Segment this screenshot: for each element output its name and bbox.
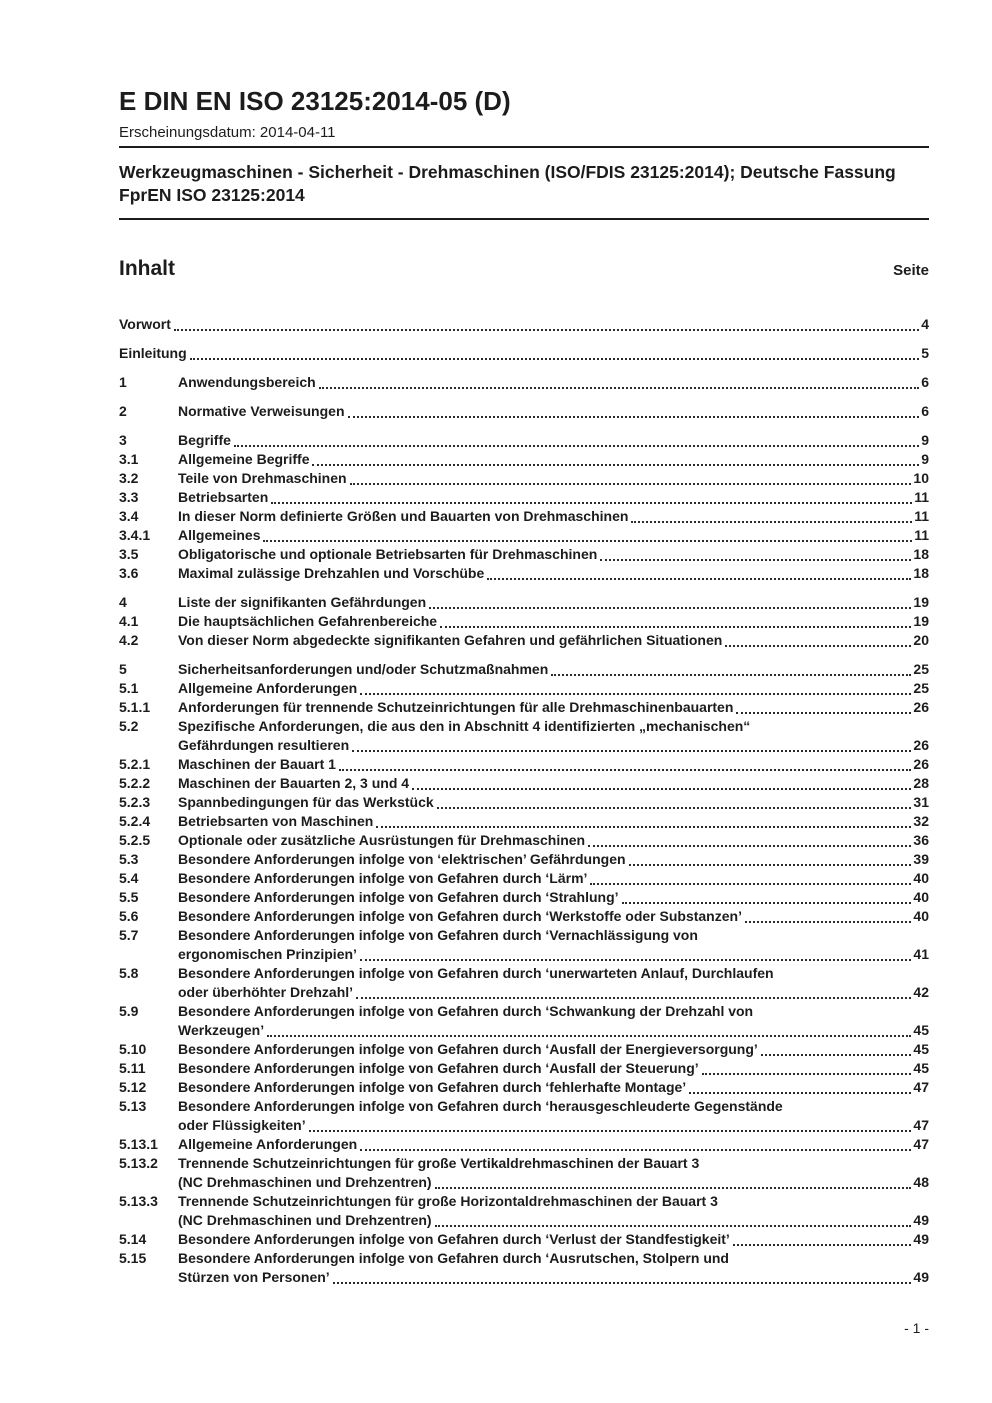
- toc-entry-body: [178, 1249, 929, 1287]
- toc-entry-title: Besondere Anforderungen infolge von Gefahren durch ‘Ausfall der Steuerung’: [178, 1060, 699, 1077]
- toc-entry-page: 47: [913, 1136, 929, 1153]
- toc-entry-line: Besondere Anforderungen infolge von Gefahren durch ‘herausgeschleuderte Gegenstände: [178, 1098, 783, 1115]
- toc-entry-number: 5.13.1: [119, 1136, 158, 1153]
- toc-entry-body: [178, 545, 929, 564]
- toc-entry-title: Besondere Anforderungen infolge von Gefahren durch ‘Werkstoffe oder Substanzen’: [178, 908, 742, 925]
- toc-entry-lastline: [178, 469, 929, 488]
- toc-entry-page: 48: [913, 1174, 929, 1191]
- toc-entry-page: 45: [913, 1022, 929, 1039]
- toc-entry-page: 26: [913, 756, 929, 773]
- toc-entry-page: 18: [913, 565, 929, 582]
- toc-entry-title: Optionale oder zusätzliche Ausrüstungen für Drehmaschinen: [178, 832, 586, 849]
- toc-entry-page: 47: [913, 1079, 929, 1096]
- toc-entry-body: [178, 564, 929, 583]
- toc-page-column-label: Seite: [893, 262, 929, 280]
- toc-entry[interactable]: [119, 1192, 929, 1230]
- toc-entry-lastline: [178, 488, 929, 507]
- toc-entry-page: 36: [913, 832, 929, 849]
- release-date: Erscheinungsdatum: 2014-04-11: [119, 124, 336, 141]
- toc-entry-number: 5.13.3: [119, 1193, 158, 1210]
- toc-entry-number: 5.12: [119, 1079, 147, 1096]
- doc-number: E DIN EN ISO 23125:2014-05 (D): [119, 86, 511, 116]
- toc-entry-number: 5.10: [119, 1041, 147, 1058]
- dotted-leader: [725, 645, 911, 647]
- toc-entry-number: 5.2.1: [119, 756, 151, 773]
- toc-entry-page: 40: [913, 908, 929, 925]
- toc-entry-number: 5.2.5: [119, 832, 151, 849]
- toc-entry-page: 39: [913, 851, 929, 868]
- toc-entry-title: oder Flüssigkeiten’: [178, 1117, 306, 1134]
- toc-entry-page: 40: [913, 889, 929, 906]
- dotted-leader: [350, 483, 912, 485]
- toc-entry[interactable]: [119, 488, 929, 507]
- toc-entry-lastline: [178, 1135, 929, 1154]
- toc-entry-body: [178, 469, 929, 488]
- dotted-leader: [234, 445, 919, 447]
- toc-entry-number: 5.2: [119, 718, 139, 735]
- toc-entry-number: 3.3: [119, 489, 139, 506]
- toc-entry-body: [178, 1154, 929, 1192]
- dotted-leader: [190, 358, 920, 360]
- toc-entry[interactable]: [119, 631, 929, 650]
- dotted-leader: [309, 1130, 912, 1132]
- toc-entry[interactable]: [119, 545, 929, 564]
- toc-entry-body: [178, 831, 929, 850]
- toc-entry-lastline: [178, 831, 929, 850]
- toc-entry-lastline: [178, 373, 929, 392]
- toc-entry-title: Normative Verweisungen: [178, 403, 345, 420]
- toc-entry-page: 31: [913, 794, 929, 811]
- toc-entry-number: 4: [119, 594, 127, 611]
- toc-entry-lastline: [178, 1230, 929, 1249]
- toc-entry-body: [178, 373, 929, 392]
- toc-entry-lastline: [178, 907, 929, 926]
- toc-entry-lastline: [119, 344, 929, 363]
- toc-heading: Inhalt: [119, 257, 175, 281]
- title-divider-line: [119, 218, 929, 220]
- dotted-leader: [339, 769, 911, 771]
- toc-entry-number: 5.2.2: [119, 775, 151, 792]
- toc-entry-number: 5.3: [119, 851, 139, 868]
- toc-entry-page: 18: [913, 546, 929, 563]
- toc-entry-title: Allgemeine Anforderungen: [178, 1136, 358, 1153]
- dotted-leader: [631, 521, 912, 523]
- toc-entry-lastline: [178, 526, 929, 545]
- toc-entry[interactable]: [119, 526, 929, 545]
- header-divider-line: [119, 146, 929, 148]
- toc-entry-title: Liste der signifikanten Gefährdungen: [178, 594, 427, 611]
- toc-entry-lastline: [178, 545, 929, 564]
- toc-entry-line: Spezifische Anforderungen, die aus den in Abschnitt 4 identifizierten „mechanischen“: [178, 718, 751, 735]
- toc-entry-number: 5.13: [119, 1098, 147, 1115]
- toc-entry-lastline: [178, 983, 929, 1002]
- toc-entry-body: [178, 698, 929, 717]
- dotted-leader: [267, 1035, 911, 1037]
- toc-entry-number: 5.15: [119, 1250, 147, 1267]
- toc-entry-lastline: [178, 402, 929, 421]
- toc-entry[interactable]: [119, 431, 929, 450]
- toc-entry-body: [178, 1078, 929, 1097]
- toc-entry[interactable]: [119, 964, 929, 1002]
- toc-entry-number: 3.2: [119, 470, 139, 487]
- toc-entry[interactable]: [119, 888, 929, 907]
- toc-entry[interactable]: [119, 755, 929, 774]
- toc-entry-page: 11: [914, 489, 929, 506]
- toc-entry-title: Stürzen von Personen’: [178, 1269, 330, 1286]
- toc-entry-number: 5: [119, 661, 127, 678]
- toc-entry[interactable]: [119, 344, 929, 363]
- dotted-leader: [440, 626, 911, 628]
- toc-entry-body: [178, 1135, 929, 1154]
- toc-entry-body: [178, 1059, 929, 1078]
- toc-entry-title: Anwendungsbereich: [178, 374, 316, 391]
- dotted-leader: [348, 416, 920, 418]
- toc-entry-line: Besondere Anforderungen infolge von Gefahren durch ‘Schwankung der Drehzahl von: [178, 1003, 754, 1020]
- toc-entry-body: [178, 774, 929, 793]
- toc-entry-title: Werkzeugen’: [178, 1022, 265, 1039]
- toc-entry-page: 28: [913, 775, 929, 792]
- toc-entry-title: Begriffe: [178, 432, 231, 449]
- toc-entry-page: 20: [913, 632, 929, 649]
- dotted-leader: [733, 1244, 912, 1246]
- toc-entry[interactable]: [119, 593, 929, 612]
- toc-entry-title: Anforderungen für trennende Schutzeinrichtungen für alle Drehmaschinenbauarten: [178, 699, 734, 716]
- toc-entry-title: Teile von Drehmaschinen: [178, 470, 347, 487]
- toc-entry-number: 3.4.1: [119, 527, 151, 544]
- toc-entry-body: [178, 526, 929, 545]
- toc-entry[interactable]: [119, 907, 929, 926]
- toc-entry-lastline: [178, 1268, 929, 1287]
- toc-entry-line: Trennende Schutzeinrichtungen für große Horizontaldrehmaschinen der Bauart 3: [178, 1193, 718, 1210]
- toc-entry-body: [178, 612, 929, 631]
- toc-entry-lastline: [178, 1078, 929, 1097]
- dotted-leader: [319, 387, 920, 389]
- toc-entry[interactable]: [119, 774, 929, 793]
- toc-entry-line: Besondere Anforderungen infolge von Gefahren durch ‘Vernachlässigung von: [178, 927, 698, 944]
- toc-entry-title: Besondere Anforderungen infolge von Gefahren durch ‘Ausfall der Energieversorgung’: [178, 1041, 758, 1058]
- toc-entry-title: (NC Drehmaschinen und Drehzentren): [178, 1212, 432, 1229]
- dotted-leader: [435, 1187, 912, 1189]
- toc-entry-lastline: [178, 631, 929, 650]
- dotted-leader: [356, 997, 911, 999]
- toc-entry-page: 49: [913, 1269, 929, 1286]
- toc-entry-page: 9: [921, 451, 929, 468]
- toc-entry-body: [178, 631, 929, 650]
- toc-entry-number: 5.13.2: [119, 1155, 158, 1172]
- dotted-leader: [622, 902, 912, 904]
- dotted-leader: [745, 921, 911, 923]
- toc-entry-number: 5.5: [119, 889, 139, 906]
- toc-entry-number: 3.5: [119, 546, 139, 563]
- toc-entry-lastline: [178, 564, 929, 583]
- toc-entry-number: 2: [119, 403, 127, 420]
- toc-entry-number: 3.1: [119, 451, 139, 468]
- toc-entry[interactable]: [119, 679, 929, 698]
- toc-entry[interactable]: [119, 1249, 929, 1287]
- toc-entry-page: 9: [921, 432, 929, 449]
- toc-entry-page: 6: [921, 374, 929, 391]
- dotted-leader: [352, 750, 911, 752]
- toc-entry-body: [178, 964, 929, 1002]
- toc-entry-page: 6: [921, 403, 929, 420]
- toc-entry[interactable]: [119, 1135, 929, 1154]
- toc-entry-page: 19: [913, 594, 929, 611]
- toc-entry[interactable]: [119, 812, 929, 831]
- toc-entry-page: 5: [921, 345, 929, 362]
- toc-entry-number: 5.1: [119, 680, 139, 697]
- dotted-leader: [412, 788, 911, 790]
- toc-entry-title: Die hauptsächlichen Gefahrenbereiche: [178, 613, 438, 630]
- toc-entry[interactable]: [119, 793, 929, 812]
- toc-entry-body: [178, 1040, 929, 1059]
- dotted-leader: [429, 607, 911, 609]
- toc-entry-lastline: [178, 755, 929, 774]
- toc-entry-number: 5.1.1: [119, 699, 151, 716]
- toc-entry-page: 19: [913, 613, 929, 630]
- toc-entry-lastline: [178, 679, 929, 698]
- toc-entry-body: [178, 850, 929, 869]
- dotted-leader: [689, 1092, 911, 1094]
- toc-entry-title: (NC Drehmaschinen und Drehzentren): [178, 1174, 432, 1191]
- dotted-leader: [761, 1054, 912, 1056]
- toc-entry-number: 5.4: [119, 870, 139, 887]
- toc-entry-lastline: [119, 315, 929, 334]
- toc-entry[interactable]: [119, 717, 929, 755]
- toc-entry-page: 45: [913, 1041, 929, 1058]
- toc-entry-page: 11: [914, 527, 929, 544]
- toc-entry[interactable]: [119, 850, 929, 869]
- dotted-leader: [590, 883, 911, 885]
- toc-entry-line: Besondere Anforderungen infolge von Gefahren durch ‘Ausrutschen, Stolpern und: [178, 1250, 729, 1267]
- toc-entry-title: Allgemeine Begriffe: [178, 451, 310, 468]
- toc-entry-body: [178, 755, 929, 774]
- toc-entry-page: 11: [914, 508, 929, 525]
- toc-entry[interactable]: [119, 1097, 929, 1135]
- toc-entry-page: 10: [913, 470, 929, 487]
- toc-entry-title: Sicherheitsanforderungen und/oder Schutzmaßnahmen: [178, 661, 549, 678]
- toc-entry-title: Betriebsarten von Maschinen: [178, 813, 374, 830]
- toc-entry-body: [178, 593, 929, 612]
- toc-entry-number: 5.11: [119, 1060, 146, 1077]
- toc-entry-body: [178, 488, 929, 507]
- toc-entry[interactable]: [119, 1040, 929, 1059]
- toc-entry-title: Besondere Anforderungen infolge von Gefahren durch ‘Lärm’: [178, 870, 588, 887]
- toc-entry[interactable]: [119, 402, 929, 421]
- toc-entry-body: [178, 660, 929, 679]
- toc-entry-page: 45: [913, 1060, 929, 1077]
- toc-entry-body: [178, 431, 929, 450]
- toc-entry[interactable]: [119, 612, 929, 631]
- toc-entry-lastline: [178, 612, 929, 631]
- dotted-leader: [174, 329, 919, 331]
- toc-entry-number: 5.2.4: [119, 813, 151, 830]
- toc-entry-lastline: [178, 1116, 929, 1135]
- toc-entry-body: [178, 869, 929, 888]
- toc-list: [119, 315, 929, 1287]
- dotted-leader: [360, 1149, 911, 1151]
- dotted-leader: [376, 826, 911, 828]
- toc-entry-title: In dieser Norm definierte Größen und Bauarten von Drehmaschinen: [178, 508, 629, 525]
- toc-entry-body: [178, 1192, 929, 1230]
- toc-entry-title: Spannbedingungen für das Werkstück: [178, 794, 434, 811]
- dotted-leader: [736, 712, 911, 714]
- doc-title: Werkzeugmaschinen - Sicherheit - Drehmaschinen (ISO/FDIS 23125:2014); Deutsche Fassung FprEN ISO 23125:2014: [119, 162, 896, 206]
- toc-entry[interactable]: [119, 373, 929, 392]
- toc-entry-body: [178, 679, 929, 698]
- toc-entry[interactable]: [119, 869, 929, 888]
- toc-entry-number: 5.2.3: [119, 794, 151, 811]
- toc-entry-number: 5.9: [119, 1003, 139, 1020]
- toc-entry-body: [178, 717, 929, 755]
- toc-entry-lastline: [178, 774, 929, 793]
- toc-entry-body: [178, 507, 929, 526]
- toc-entry-lastline: [178, 1211, 929, 1230]
- toc-entry[interactable]: [119, 450, 929, 469]
- toc-entry[interactable]: [119, 1078, 929, 1097]
- toc-entry-title: Maschinen der Bauart 1: [178, 756, 336, 773]
- dotted-leader: [435, 1225, 912, 1227]
- toc-header: [119, 257, 929, 281]
- toc-entry[interactable]: [119, 926, 929, 964]
- toc-entry[interactable]: [119, 469, 929, 488]
- dotted-leader: [702, 1073, 912, 1075]
- toc-entry[interactable]: [119, 564, 929, 583]
- toc-entry-page: 32: [913, 813, 929, 830]
- toc-entry-body: [119, 315, 929, 334]
- toc-entry-number: 5.6: [119, 908, 139, 925]
- toc-entry-lastline: [178, 1021, 929, 1040]
- toc-entry-body: [178, 907, 929, 926]
- toc-entry-number: 3: [119, 432, 127, 449]
- toc-entry-number: 4.2: [119, 632, 139, 649]
- toc-entry-page: 49: [913, 1212, 929, 1229]
- toc-entry-line: Besondere Anforderungen infolge von Gefahren durch ‘unerwarteten Anlauf, Durchlaufen: [178, 965, 774, 982]
- toc-entry-number: 5.8: [119, 965, 139, 982]
- toc-entry-title: Besondere Anforderungen infolge von Gefahren durch ‘Verlust der Standfestigkeit’: [178, 1231, 730, 1248]
- dotted-leader: [629, 864, 912, 866]
- toc-entry-lastline: [178, 450, 929, 469]
- toc-entry-title: Gefährdungen resultieren: [178, 737, 350, 754]
- dotted-leader: [360, 693, 911, 695]
- toc-entry-title: Betriebsarten: [178, 489, 269, 506]
- dotted-leader: [271, 502, 912, 504]
- toc-entry-lastline: [178, 593, 929, 612]
- toc-entry-body: [178, 402, 929, 421]
- toc-entry-lastline: [178, 1040, 929, 1059]
- toc-entry[interactable]: [119, 315, 929, 334]
- toc-entry[interactable]: [119, 660, 929, 679]
- dotted-leader: [600, 559, 911, 561]
- toc-entry-title: Maximal zulässige Drehzahlen und Vorschübe: [178, 565, 485, 582]
- toc-entry-title: Maschinen der Bauarten 2, 3 und 4: [178, 775, 410, 792]
- toc-entry-lastline: [178, 660, 929, 679]
- toc-entry-title: Von dieser Norm abgedeckte signifikanten Gefahren und gefährlichen Situationen: [178, 632, 723, 649]
- toc-entry-body: [178, 1097, 929, 1135]
- toc-entry[interactable]: [119, 507, 929, 526]
- toc-entry-title: Allgemeines: [178, 527, 261, 544]
- dotted-leader: [263, 540, 912, 542]
- toc-entry-title: Vorwort: [119, 316, 171, 333]
- toc-entry-lastline: [178, 945, 929, 964]
- toc-entry-body: [119, 344, 929, 363]
- toc-entry-lastline: [178, 431, 929, 450]
- document-header: [119, 86, 929, 220]
- toc-entry-page: 26: [913, 737, 929, 754]
- toc-entry-page: 47: [913, 1117, 929, 1134]
- toc-entry-body: [178, 450, 929, 469]
- toc-entry-page: 49: [913, 1231, 929, 1248]
- toc-entry-number: 5.7: [119, 927, 139, 944]
- toc-entry-number: 5.14: [119, 1231, 147, 1248]
- toc-entry[interactable]: [119, 1059, 929, 1078]
- dotted-leader: [551, 674, 911, 676]
- toc-entry-page: 25: [913, 661, 929, 678]
- toc-entry-page: 42: [913, 984, 929, 1001]
- toc-entry-title: Allgemeine Anforderungen: [178, 680, 358, 697]
- toc-entry-lastline: [178, 850, 929, 869]
- toc-entry[interactable]: [119, 698, 929, 717]
- toc-entry-page: 40: [913, 870, 929, 887]
- toc-entry-body: [178, 926, 929, 964]
- toc-entry-body: [178, 1002, 929, 1040]
- toc-entry-body: [178, 812, 929, 831]
- toc-entry-lastline: [178, 1059, 929, 1078]
- dotted-leader: [437, 807, 912, 809]
- toc-entry-page: 41: [913, 946, 929, 963]
- toc-entry[interactable]: [119, 1154, 929, 1192]
- toc-entry-number: 4.1: [119, 613, 139, 630]
- toc-entry-lastline: [178, 793, 929, 812]
- toc-entry-body: [178, 1230, 929, 1249]
- dotted-leader: [487, 578, 911, 580]
- toc-entry-title: ergonomischen Prinzipien’: [178, 946, 357, 963]
- dotted-leader: [360, 959, 912, 961]
- toc-entry-number: 3.6: [119, 565, 139, 582]
- toc-entry-lastline: [178, 812, 929, 831]
- toc-entry-lastline: [178, 1173, 929, 1192]
- toc-entry-page: 25: [913, 680, 929, 697]
- toc-entry-title: Besondere Anforderungen infolge von ‘elektrischen’ Gefährdungen: [178, 851, 626, 868]
- toc-entry[interactable]: [119, 1230, 929, 1249]
- toc-entry-page: 4: [921, 316, 929, 333]
- toc-entry-lastline: [178, 869, 929, 888]
- dotted-leader: [312, 464, 919, 466]
- toc-entry-lastline: [178, 507, 929, 526]
- toc-entry[interactable]: [119, 1002, 929, 1040]
- toc-entry-lastline: [178, 736, 929, 755]
- toc-entry-title: Obligatorische und optionale Betriebsarten für Drehmaschinen: [178, 546, 598, 563]
- toc-entry-title: Einleitung: [119, 345, 187, 362]
- toc-entry-body: [178, 888, 929, 907]
- toc-entry-line: Trennende Schutzeinrichtungen für große Vertikaldrehmaschinen der Bauart 3: [178, 1155, 700, 1172]
- toc-entry-body: [178, 793, 929, 812]
- toc-entry-number: 1: [119, 374, 127, 391]
- toc-entry-lastline: [178, 888, 929, 907]
- toc-entry-lastline: [178, 698, 929, 717]
- toc-entry-title: Besondere Anforderungen infolge von Gefahren durch ‘fehlerhafte Montage’: [178, 1079, 687, 1096]
- toc-entry-number: 3.4: [119, 508, 139, 525]
- toc-entry-page: 26: [913, 699, 929, 716]
- footer-page-number: - 1 -: [904, 1320, 929, 1336]
- toc-entry[interactable]: [119, 831, 929, 850]
- toc-entry-title: oder überhöhter Drehzahl’: [178, 984, 354, 1001]
- dotted-leader: [588, 845, 911, 847]
- toc-entry-title: Besondere Anforderungen infolge von Gefahren durch ‘Strahlung’: [178, 889, 619, 906]
- dotted-leader: [333, 1282, 912, 1284]
